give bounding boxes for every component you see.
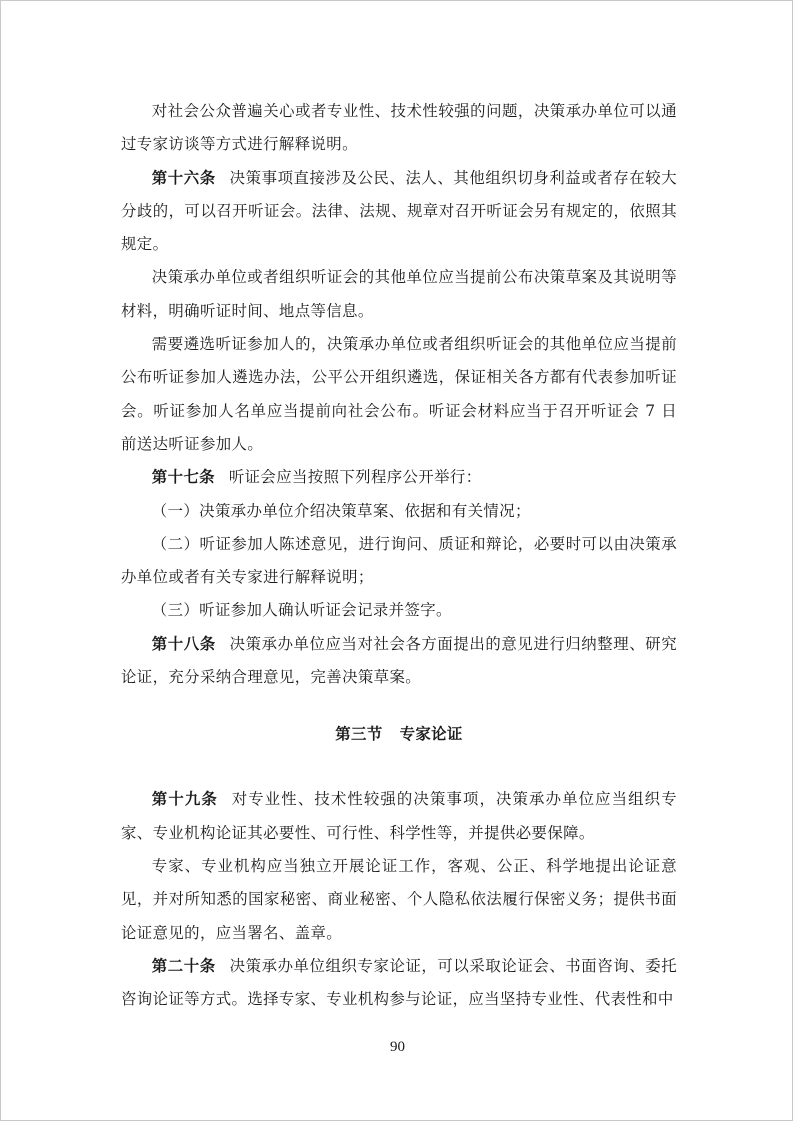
- section-heading: [121, 712, 677, 756]
- paragraph-text: 听证会应当按照下列程序公开举行：: [228, 468, 482, 487]
- article-number: 第二十条: [151, 956, 216, 975]
- paragraph: [121, 783, 677, 850]
- paragraph: [121, 328, 677, 461]
- body-text: [121, 95, 677, 1016]
- paragraph: [121, 850, 677, 950]
- article-number: 第十九条: [151, 790, 218, 809]
- paragraphs-before-section: [121, 95, 677, 694]
- paragraph-text: 决策承办单位或者组织听证会的其他单位应当提前公布决策草案及其说明等材料，明确听证时间、地点等信息。: [121, 268, 677, 320]
- paragraph: [121, 950, 677, 1017]
- paragraph-text: （一）决策承办单位介绍决策草案、依据和有关情况；: [151, 501, 531, 520]
- paragraph-text: 对社会公众普遍关心或者专业性、技术性较强的问题，决策承办单位可以通过专家访谈等方式进行解释说明。: [121, 102, 677, 154]
- paragraph-text: 专家、专业机构应当独立开展论证工作，客观、公正、科学地提出论证意见，并对所知悉的国家秘密、商业秘密、个人隐私依法履行保密义务；提供书面论证意见的，应当署名、盖章。: [121, 856, 677, 942]
- paragraph: [121, 261, 677, 328]
- paragraph-text: 需要遴选听证参加人的，决策承办单位或者组织听证会的其他单位应当提前公布听证参加人遴选办法，公平公开组织遴选，保证相关各方都有代表参加听证会。听证参加人名单应当提前向社会公布。听证会材料应当于召开听证会 7 日前送达听证参加人。: [121, 335, 677, 453]
- paragraph-text: （三）听证参加人确认听证会记录并签字。: [151, 601, 452, 620]
- section-title: 专家论证: [399, 725, 463, 744]
- article-number: 第十六条: [151, 168, 216, 187]
- paragraph-text: （二）听证参加人陈述意见，进行询问、质证和辩论，必要时可以由决策承办单位或者有关专家进行解释说明；: [121, 534, 677, 587]
- paragraph: [121, 495, 677, 528]
- article-number: 第十八条: [151, 634, 216, 653]
- paragraph: [121, 95, 677, 162]
- paragraph-text: 决策承办单位应当对社会各方面提出的意见进行归纳整理、研究论证，充分采纳合理意见，完善决策草案。: [121, 634, 678, 687]
- paragraph: [121, 594, 677, 627]
- paragraphs-after-section: [121, 783, 677, 1016]
- page-number: 90: [390, 1039, 405, 1055]
- article-number: 第十七条: [151, 468, 215, 487]
- section-number: 第三节: [335, 725, 383, 744]
- paragraph: [121, 628, 677, 695]
- paragraph: [121, 461, 677, 494]
- paragraph-text: 决策承办单位组织专家论证，可以采取论证会、书面咨询、委托咨询论证等方式。选择专家、专业机构参与论证，应当坚持专业性、代表性和中: [121, 956, 678, 1009]
- paragraph: [121, 528, 677, 595]
- paragraph-text: 对专业性、技术性较强的决策事项，决策承办单位应当组织专家、专业机构论证其必要性、可行性、科学性等，并提供必要保障。: [121, 790, 677, 842]
- paragraph-text: 决策事项直接涉及公民、法人、其他组织切身利益或者存在较大分歧的，可以召开听证会。法律、法规、规章对召开听证会另有规定的，依照其规定。: [121, 168, 678, 254]
- paragraph: [121, 162, 677, 262]
